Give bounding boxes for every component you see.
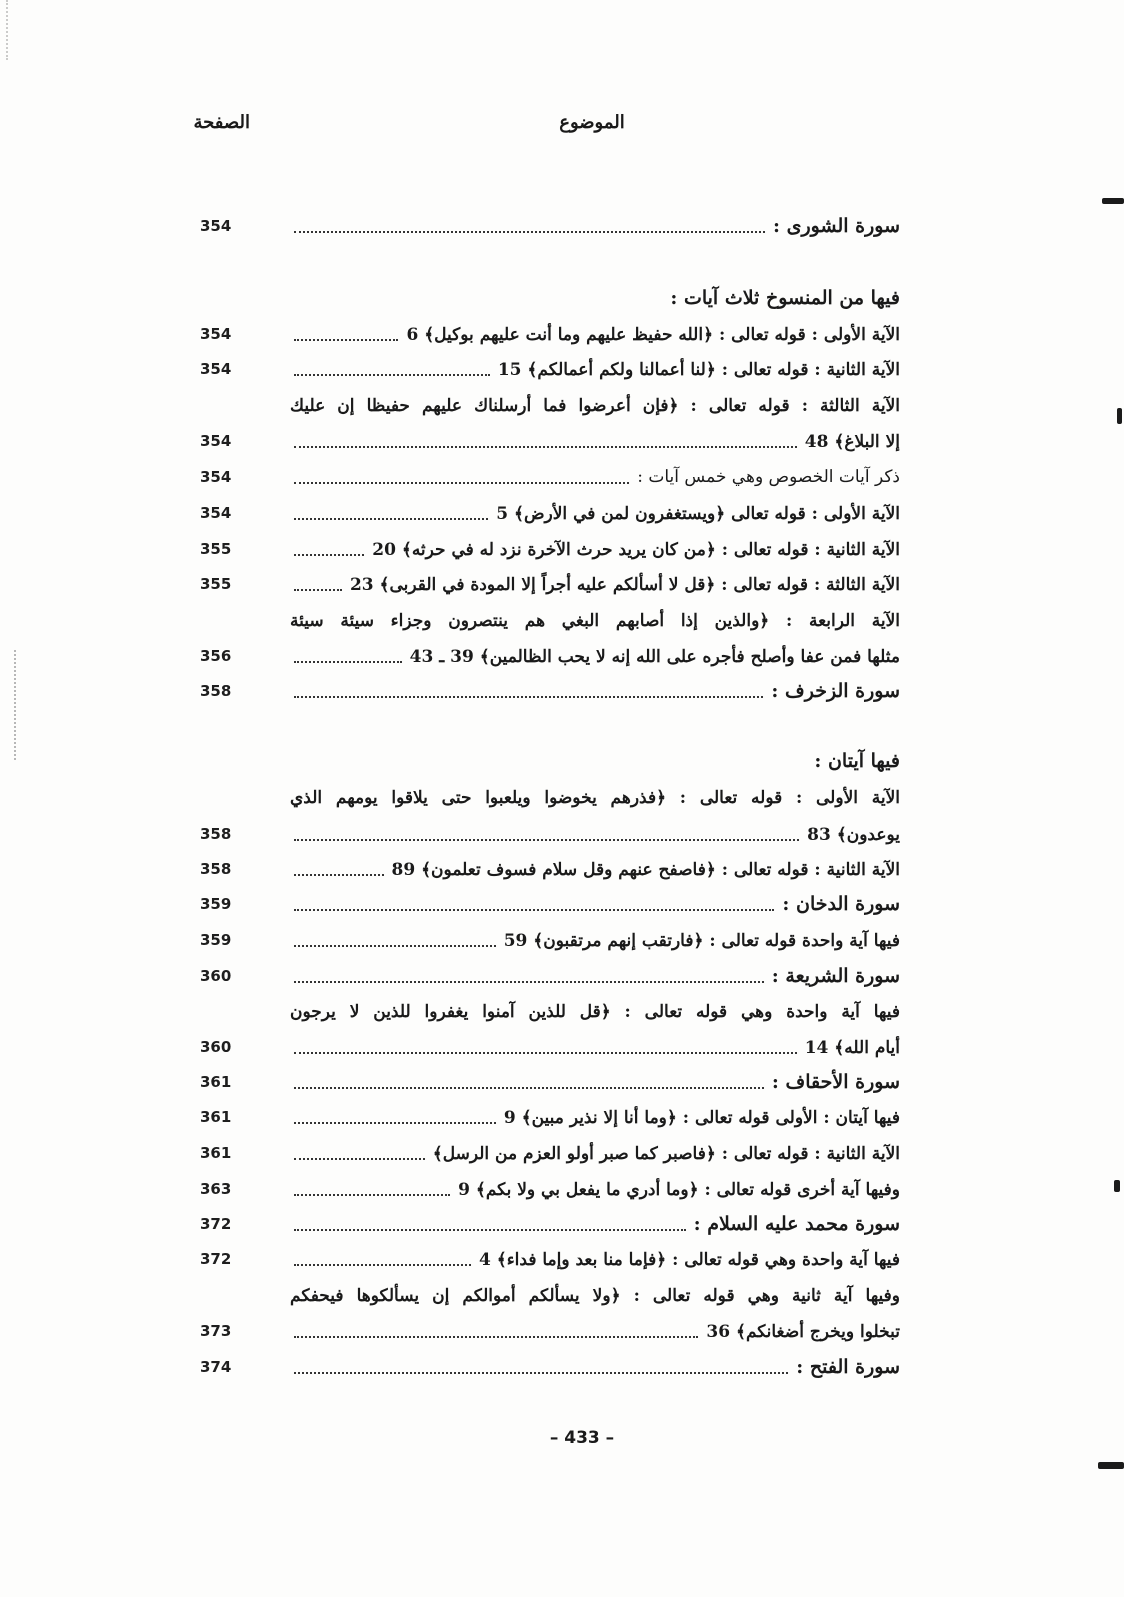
toc-page-number: 354	[200, 360, 232, 378]
toc-entry[interactable]	[200, 463, 900, 491]
dot-leader	[294, 1087, 764, 1089]
toc-entry-text: الآية الثالثة : قوله تعالى : ﴿قل لا أسألكم عليه أجراً إلا المودة في القربى﴾ 23	[349, 574, 900, 595]
toc-entry[interactable]	[200, 1103, 900, 1131]
toc-entry-text: فيها من المنسوخ ثلاث آيات :	[670, 287, 900, 309]
toc-entry-text: فيها آية واحدة وهي قوله تعالى : ﴿فإما منا بعد وإما فداء﴾ 4	[478, 1249, 900, 1270]
toc-entry[interactable]	[200, 855, 900, 883]
toc-page-number: 359	[200, 895, 232, 913]
topic-column-header: الموضوع	[559, 112, 625, 133]
toc-entry[interactable]	[200, 820, 900, 848]
toc-entry-continued[interactable]	[200, 1281, 900, 1309]
toc-entry-continued[interactable]	[200, 391, 900, 419]
toc-entry-text: الآية الأولى : قوله تعالى : ﴿الله حفيظ عليهم وما أنت عليهم بوكيل﴾ 6	[406, 324, 900, 345]
dot-leader	[294, 909, 774, 911]
dot-leader	[294, 482, 629, 484]
toc-entry-text: فيها آيتان : الأولى قوله تعالى : ﴿وما أنا إلا نذير مبين﴾ 9	[503, 1107, 900, 1128]
toc-page-number: 355	[200, 540, 232, 558]
toc-entry[interactable]	[200, 499, 900, 527]
dot-leader	[294, 1372, 788, 1374]
toc-page-number: 361	[200, 1108, 232, 1126]
toc-page-number: 358	[200, 682, 232, 700]
dot-leader	[294, 231, 765, 233]
page-number-footer: – 433 –	[549, 1428, 615, 1448]
toc-entry-text: الآية الثانية : قوله تعالى : ﴿من كان يريد حرث الآخرة نزد له في حرثه﴾ 20	[372, 539, 900, 560]
dot-leader	[294, 1336, 698, 1338]
toc-entry-text: سورة الزخرف :	[771, 680, 900, 702]
toc-entry[interactable]	[200, 1139, 900, 1167]
toc-page-number: 355	[200, 575, 232, 593]
toc-entry-text: وفيها آية أخرى قوله تعالى : ﴿وما أدري ما يفعل بي ولا بكم﴾ 9	[458, 1179, 900, 1200]
toc-entry-text: فيها آية واحدة وهي قوله تعالى : ﴿قل للذين آمنوا يغفروا للذين لا يرجون	[290, 1001, 900, 1022]
dot-leader	[294, 589, 342, 591]
toc-page-number: 354	[200, 468, 232, 486]
toc-entry[interactable]	[200, 1245, 900, 1273]
dot-leader	[294, 1052, 797, 1054]
toc-page-number: 372	[200, 1215, 232, 1233]
dot-leader	[294, 1264, 471, 1266]
toc-page-number: 354	[200, 217, 232, 235]
dot-leader	[294, 1229, 686, 1231]
toc-page-number: 354	[200, 325, 232, 343]
toc-entry[interactable]	[200, 1175, 900, 1203]
toc-entry-surah-muhammad[interactable]	[200, 1210, 900, 1238]
toc-entry-surah-al-fath[interactable]	[200, 1353, 900, 1381]
toc-subheading	[200, 747, 900, 775]
dot-leader	[294, 945, 496, 947]
dot-leader	[294, 554, 364, 556]
toc-entry-surah-az-zukhruf[interactable]	[200, 677, 900, 705]
toc-entry-text: الآية الثانية : قوله تعالى : ﴿لنا أعمالنا ولكم أعمالكم﴾ 15	[497, 359, 900, 380]
dot-leader	[294, 661, 402, 663]
toc-entry[interactable]	[200, 926, 900, 954]
dot-leader	[294, 696, 763, 698]
toc-entry-text: يوعدون﴾ 83	[807, 824, 900, 845]
toc-entry-text: سورة الشريعة :	[771, 965, 900, 987]
toc-entry-text: سورة الأحقاف :	[771, 1071, 900, 1093]
toc-entry[interactable]	[200, 427, 900, 455]
toc-page-number: 358	[200, 860, 232, 878]
dot-leader	[294, 874, 384, 876]
toc-page-number: 363	[200, 1180, 232, 1198]
dot-leader	[294, 1158, 425, 1160]
toc-entry-continued[interactable]	[200, 783, 900, 811]
toc-entry[interactable]	[200, 642, 900, 670]
toc-page-number: 360	[200, 967, 232, 985]
dot-leader	[294, 981, 764, 983]
toc-page-number: 360	[200, 1038, 232, 1056]
toc-entry-continued[interactable]	[200, 997, 900, 1025]
toc-entry-text: تبخلوا ويخرج أضغانكم﴾ 36	[706, 1321, 900, 1342]
toc-entry-surah-al-ahqaf[interactable]	[200, 1068, 900, 1096]
page-column-header: الصفحة	[193, 112, 250, 133]
toc-page-number: 354	[200, 504, 232, 522]
toc-entry-text: الآية الثانية : قوله تعالى : ﴿فاصفح عنهم وقل سلام فسوف تعلمون﴾ 89	[391, 859, 900, 880]
toc-entry-text: سورة الشورى :	[773, 215, 900, 237]
dot-leader	[294, 518, 488, 520]
toc-entry-text: الآية الثانية : قوله تعالى : ﴿فاصبر كما صبر أولو العزم من الرسل﴾	[432, 1143, 900, 1164]
toc-entry-text: الآية الرابعة : ﴿والذين إذا أصابهم البغي هم ينتصرون وجزاء سيئة سيئة	[290, 610, 900, 631]
toc-page-number: 358	[200, 825, 232, 843]
toc-entry-surah-ash-shura[interactable]	[200, 212, 900, 240]
toc-page-number: 361	[200, 1073, 232, 1091]
toc-entry[interactable]	[200, 1033, 900, 1061]
toc-entry[interactable]	[200, 355, 900, 383]
toc-entry-text: أيام الله﴾ 14	[804, 1037, 900, 1058]
toc-page-number: 359	[200, 931, 232, 949]
toc-page-number: 373	[200, 1322, 232, 1340]
toc-entry-text: سورة الدخان :	[782, 893, 900, 915]
toc-subheading	[200, 284, 900, 312]
toc-page-number: 374	[200, 1358, 232, 1376]
toc-entry-surah-ash-shariah[interactable]	[200, 962, 900, 990]
toc-entry-text: سورة محمد عليه السلام :	[693, 1213, 900, 1235]
toc-entry[interactable]	[200, 570, 900, 598]
toc-entry-text: الآية الأولى : قوله تعالى ﴿ويستغفرون لمن في الأرض﴾ 5	[496, 503, 900, 524]
dot-leader	[294, 1194, 450, 1196]
toc-entry-text: فيها آية واحدة قوله تعالى : ﴿فارتقب إنهم مرتقبون﴾ 59	[503, 930, 900, 951]
dot-leader	[294, 339, 398, 341]
dot-leader	[294, 374, 490, 376]
toc-entry-surah-ad-dukhan[interactable]	[200, 890, 900, 918]
toc-entry-text: وفيها آية ثانية وهي قوله تعالى : ﴿ولا يسألكم أموالكم إن يسألكوها فيحفكم	[290, 1285, 900, 1306]
toc-entry-text: سورة الفتح :	[796, 1356, 900, 1378]
toc-entry-continued[interactable]	[200, 606, 900, 634]
toc-page-number: 361	[200, 1144, 232, 1162]
toc-entry[interactable]	[200, 1317, 900, 1345]
toc-entry-text: مثلها فمن عفا وأصلح فأجره على الله إنه لا يحب الظالمين﴾ 39 ـ 43	[409, 646, 900, 667]
toc-entry-text: ذكر آيات الخصوص وهي خمس آيات :	[637, 467, 900, 487]
toc-page-number: 354	[200, 432, 232, 450]
toc-entry-text: الآية الأولى : قوله تعالى : ﴿فذرهم يخوضوا ويلعبوا حتى يلاقوا يومهم الذي	[290, 787, 900, 808]
toc-entry[interactable]	[200, 320, 900, 348]
dot-leader	[294, 446, 797, 448]
toc-page-number: 356	[200, 647, 232, 665]
toc-page-number: 372	[200, 1250, 232, 1268]
dot-leader	[294, 839, 799, 841]
toc-entry-text: إلا البلاغ﴾ 48	[804, 431, 900, 452]
toc-entry-text: الآية الثالثة : قوله تعالى : ﴿فإن أعرضوا فما أرسلناك عليهم حفيظا إن عليك	[290, 395, 900, 416]
toc-entry[interactable]	[200, 535, 900, 563]
dot-leader	[294, 1122, 496, 1124]
toc-entry-text: فيها آيتان :	[814, 750, 900, 772]
